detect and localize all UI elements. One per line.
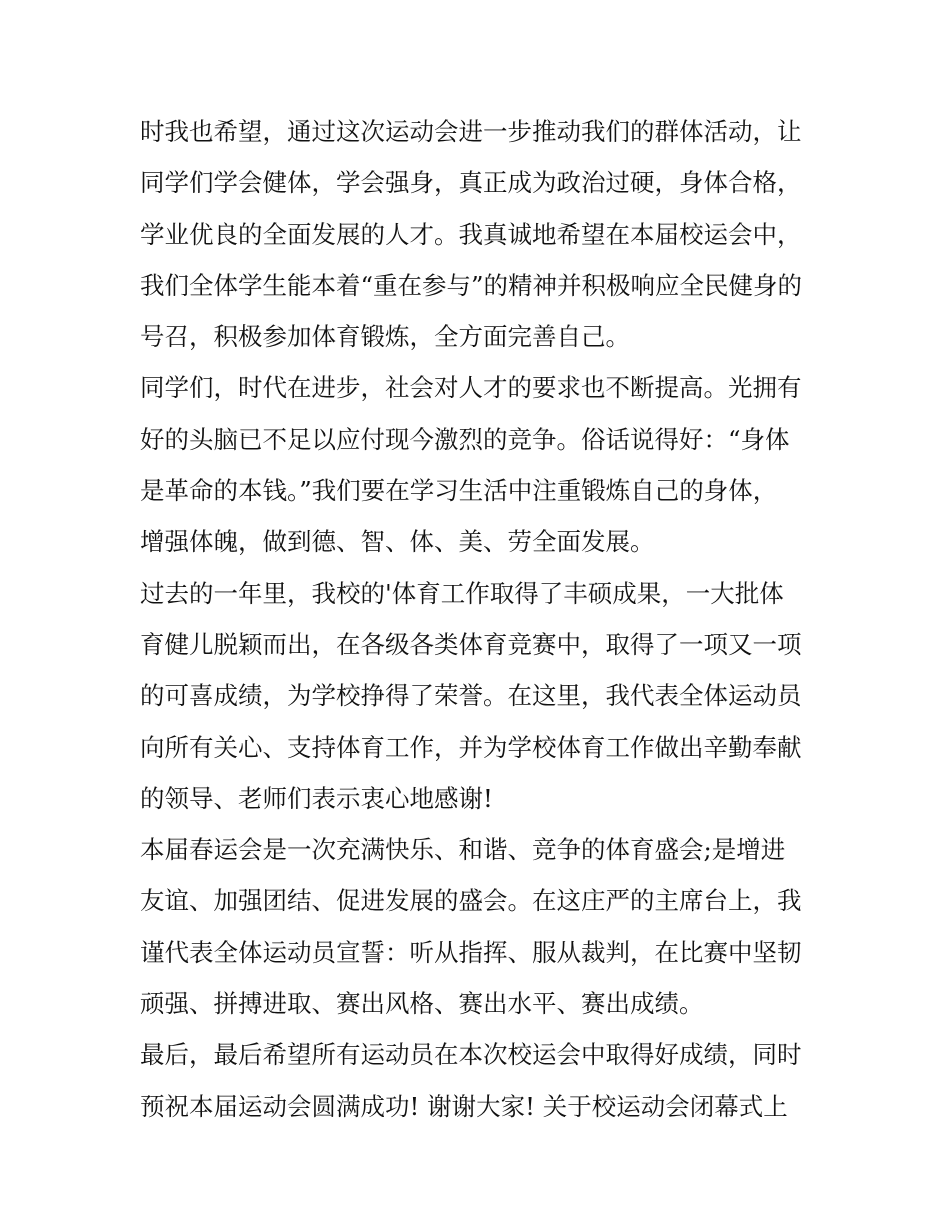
text-line: 学业优良的全面发展的人才。我真诚地希望在本届校运会中， <box>140 219 802 249</box>
body-text <box>140 106 820 1132</box>
text-line: 时我也希望，通过这次运动会进一步推动我们的群体活动，让 <box>140 117 802 146</box>
text-line: 过去的一年里，我校的'体育工作取得了丰硕成果，一大批体 <box>140 578 784 608</box>
text-line: 本届春运会是一次充满快乐、和谐、竞争的体育盛会;是增进 <box>140 835 786 865</box>
text-line: 育健儿脱颖而出，在各级各类体育竞赛中，取得了一项又一项 <box>140 629 802 659</box>
text-line: 号召，积极参加体育锻炼，全方面完善自己。 <box>140 322 630 352</box>
text-line: 增强体魄，做到德、智、体、美、劳全面发展。 <box>140 527 655 557</box>
text-line: 向所有关心、支持体育工作，并为学校体育工作做出辛勤奉献 <box>140 732 802 762</box>
text-line: 我们全体学生能本着“重在参与”的精神并积极响应全民健身的 <box>140 270 803 300</box>
text-line: 是革命的本钱。”我们要在学习生活中注重锻炼自己的身体， <box>140 476 778 506</box>
text-line: 顽强、拼搏进取、赛出风格、赛出水平、赛出成绩。 <box>140 989 704 1019</box>
text-line: 预祝本届运动会圆满成功! 谢谢大家! 关于校运动会闭幕式上 <box>140 1091 788 1121</box>
text-line: 好的头脑已不足以应付现今激烈的竞争。俗话说得好：“身体 <box>140 424 790 454</box>
text-line: 同学们，时代在进步，社会对人才的要求也不断提高。光拥有 <box>140 373 802 403</box>
text-line: 最后，最后希望所有运动员在本次校运会中取得好成绩，同时 <box>140 1040 802 1070</box>
text-line: 谨代表全体运动员宣誓：听从指挥、服从裁判，在比赛中坚韧 <box>140 937 802 967</box>
text-line: 友谊、加强团结、促进发展的盛会。在这庄严的主席台上，我 <box>140 886 802 916</box>
text-line: 的领导、老师们表示衷心地感谢! <box>140 783 493 813</box>
text-line: 的可喜成绩，为学校挣得了荣誉。在这里，我代表全体运动员 <box>140 681 802 711</box>
text-line: 同学们学会健体，学会强身，真正成为政治过硬，身体合格， <box>140 168 802 198</box>
